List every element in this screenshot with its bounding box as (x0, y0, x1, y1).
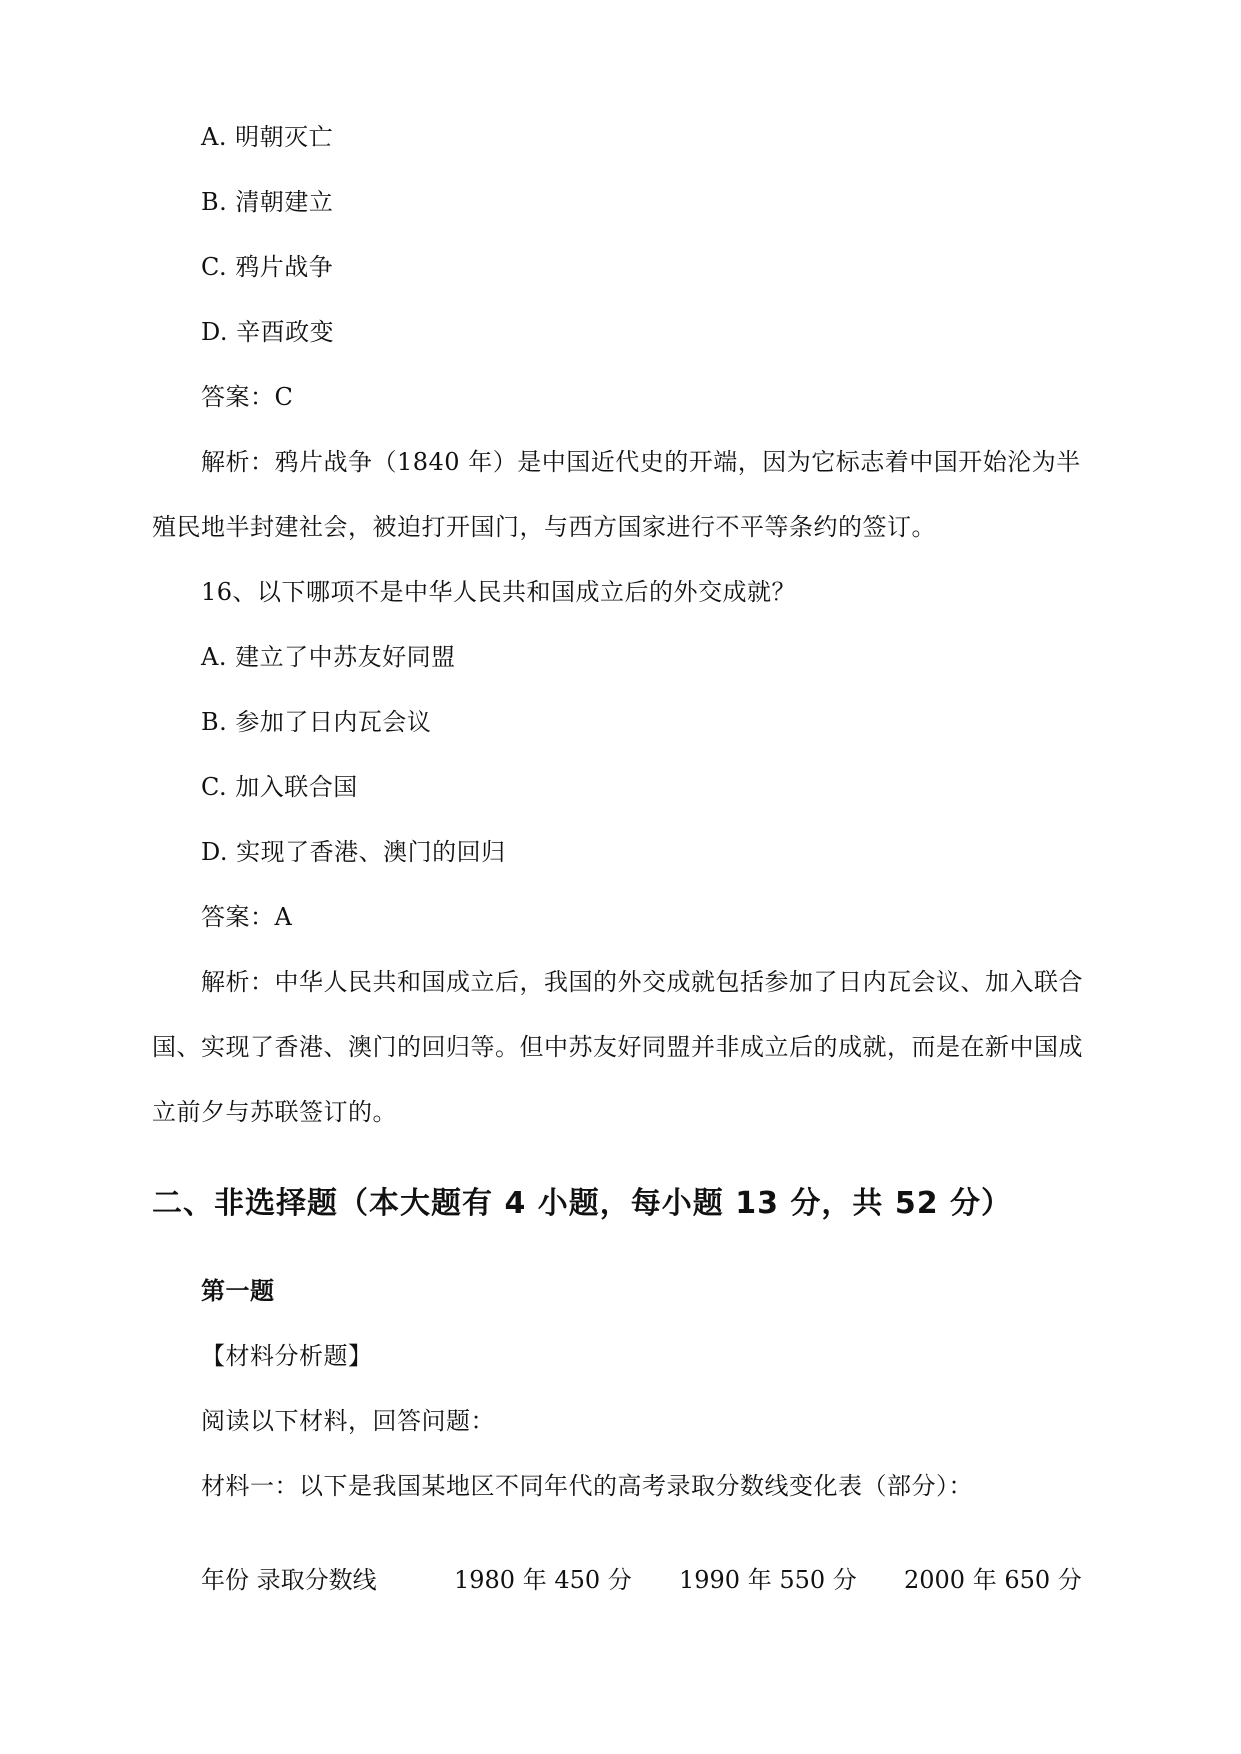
q16-stem: 16、以下哪项不是中华人民共和国成立后的外交成就？ (201, 578, 797, 606)
q16-option-b: B. 参加了日内瓦会议 (201, 708, 432, 736)
q15-answer: 答案：C (201, 383, 294, 411)
score-table-entry: 1980 年 450 分 (454, 1566, 632, 1594)
q16-answer: 答案：A (201, 903, 293, 931)
q15-option-b: B. 清朝建立 (201, 188, 334, 216)
q15-option-c: C. 鸦片战争 (201, 253, 334, 281)
question-1-type: 【材料分析题】 (201, 1342, 373, 1370)
question-1-instruction: 阅读以下材料，回答问题： (201, 1407, 495, 1435)
q15-option-a: A. 明朝灭亡 (201, 123, 334, 151)
q16-option-a: A. 建立了中苏友好同盟 (201, 643, 456, 671)
q16-option-c: C. 加入联合国 (201, 773, 358, 801)
question-1-heading: 第一题 (201, 1277, 275, 1305)
q15-option-d: D. 辛酉政变 (201, 318, 335, 346)
score-table-entry: 2000 年 650 分 (904, 1566, 1082, 1594)
q16-analysis-line-2: 国、实现了香港、澳门的回归等。但中苏友好同盟并非成立后的成就，而是在新中国成 (152, 1033, 1083, 1061)
q16-analysis-line-3: 立前夕与苏联签订的。 (152, 1098, 397, 1126)
q15-analysis-line-1: 解析：鸦片战争（1840 年）是中国近代史的开端，因为它标志着中国开始沦为半 (201, 448, 1081, 476)
score-table-entry: 1990 年 550 分 (679, 1566, 857, 1594)
score-table-header: 年份 录取分数线 (201, 1566, 377, 1594)
question-1-material-1: 材料一：以下是我国某地区不同年代的高考录取分数线变化表（部分）： (201, 1472, 973, 1500)
q15-analysis-line-2: 殖民地半封建社会，被迫打开国门，与西方国家进行不平等条约的签订。 (152, 513, 936, 541)
q16-analysis-line-1: 解析：中华人民共和国成立后，我国的外交成就包括参加了日内瓦会议、加入联合 (201, 968, 1083, 996)
section-2-title: 二、非选择题（本大题有 4 小题，每小题 13 分，共 52 分） (152, 1186, 1013, 1221)
q16-option-d: D. 实现了香港、澳门的回归 (201, 838, 506, 866)
